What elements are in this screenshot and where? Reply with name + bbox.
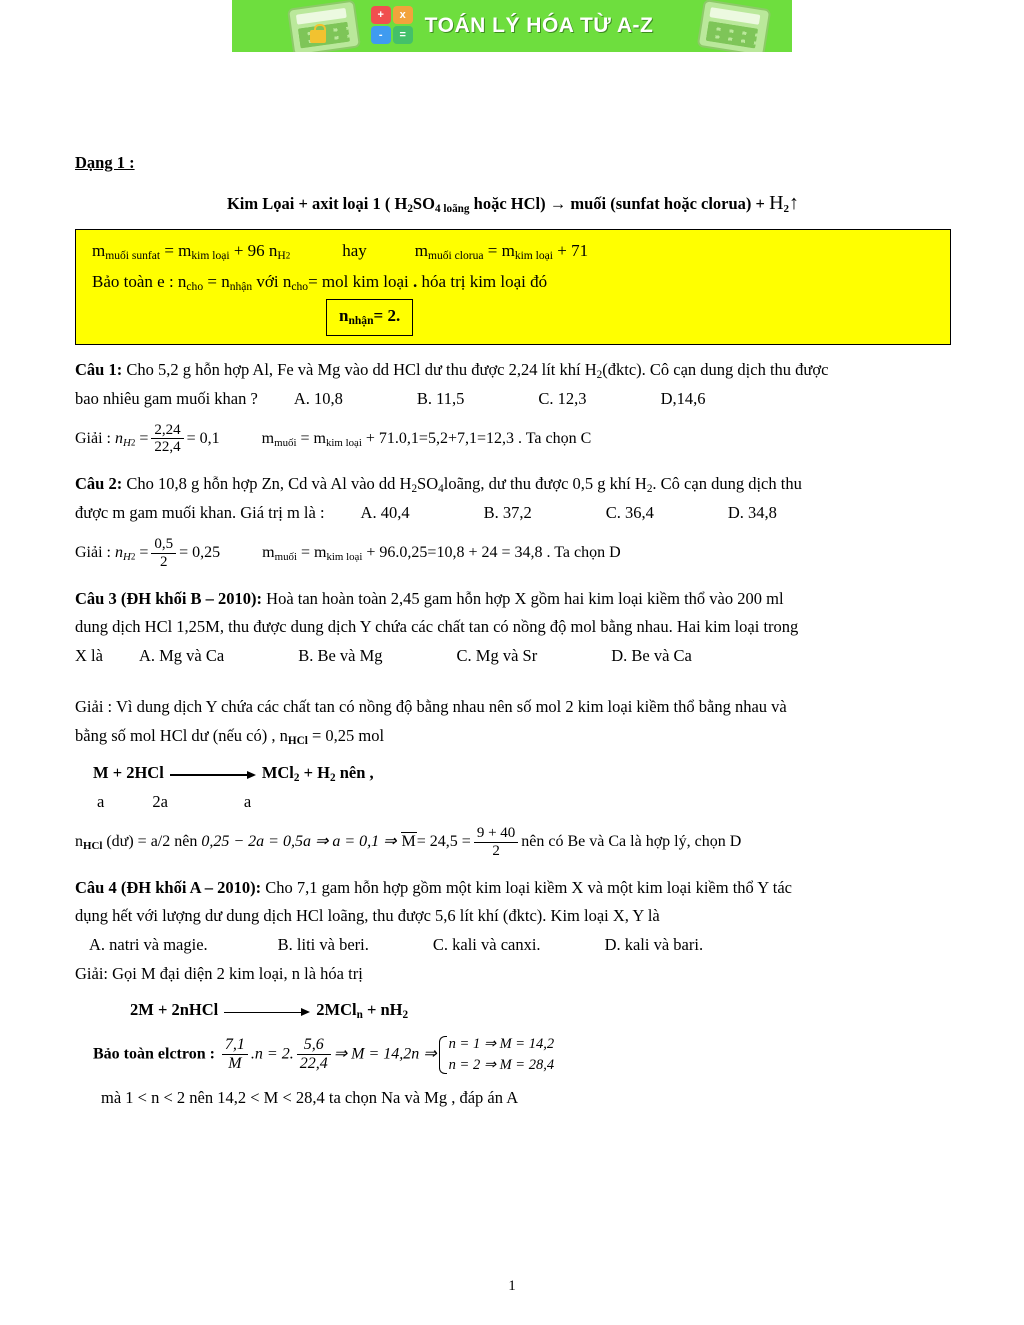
final-3-text: (dư) = a/2 nên <box>102 832 198 850</box>
question-2 <box>75 471 951 498</box>
n-nhan-label: n <box>339 306 349 326</box>
question-3-equation <box>93 760 951 787</box>
m-salt-sulfate: m <box>92 241 106 261</box>
solution-1-n: n <box>115 429 123 447</box>
minus-symbol: - <box>371 26 391 44</box>
headline-part-3: hoặc HCl) → muối (sunfat hoặc clorua) + <box>469 193 770 213</box>
n-cho-sub: cho <box>186 279 204 293</box>
question-4-answer-c: C. kali và canxi. <box>432 935 541 955</box>
question-2-answer-b: B. 37,2 <box>483 503 532 523</box>
section-heading: Dạng 1 : <box>75 153 135 172</box>
solution-3-line1: Vì dung dịch Y chứa các chất tan có nồng độ bằng nhau nên số mol 2 kim loại kiềm thổ bằng nhau và <box>112 696 787 716</box>
question-3-answer-c: C. Mg và Sr <box>456 646 538 666</box>
question-3-final <box>75 825 951 860</box>
question-4-equation <box>130 997 951 1024</box>
equation-3-left: M + 2HCl <box>93 762 164 782</box>
solution-1-m-metal: = m <box>296 429 326 447</box>
question-2-answer-a: A. 40,4 <box>360 503 410 523</box>
formula-line-2 <box>92 267 940 297</box>
question-1-answer-d: D,14,6 <box>660 388 706 408</box>
question-3-line3 <box>75 643 951 670</box>
lock-icon <box>310 30 326 43</box>
fraction-3-denominator: 2 <box>474 842 518 860</box>
conservation-text: Bảo toàn e : n <box>92 271 187 291</box>
question-3-line3-text: X là <box>75 646 103 666</box>
question-3-answer-d: D. Be và Ca <box>611 646 692 666</box>
n-nhan-box <box>326 299 413 335</box>
m-salt-chloride-sub: muối clorua <box>428 249 484 263</box>
question-1-solution: Giải : $n_{H2}$ = $\frac{2,24}{22,4}$ = 0,1 $m_{muối} = m_{kim loại} + 71.0,1=5,2+7,1=12,3$ . Ta chọn C <box>75 421 592 456</box>
question-3-answer-a: A. Mg và Ca <box>138 646 225 666</box>
question-4-answer-b: B. liti và beri. <box>277 935 369 955</box>
question-3-line2-text: dung dịch HCl 1,25M, thu được dung dịch Y chứa các chất tan có nồng độ mol bằng nhau. Hai kim loại trong <box>75 617 799 637</box>
fraction-4b <box>297 1036 331 1073</box>
n-nhan-box-sub: nhận <box>348 314 374 328</box>
question-1-line2 <box>75 386 951 413</box>
question-4-answers <box>75 932 951 959</box>
m-salt-sulfate-sub: muối sunfat <box>105 249 161 263</box>
times-symbol: x <box>393 6 413 24</box>
m-salt-chloride: m <box>414 241 429 261</box>
question-4-line1: Cho 7,1 gam hỗn hợp gồm một kim loại kiềm X và một kim loại kiềm thổ Y tác <box>261 877 792 897</box>
headline-h2: H <box>769 191 784 214</box>
question-4-solution-intro <box>75 961 951 988</box>
n-h-sub: H <box>277 249 286 263</box>
equals-m-metal-2: = m <box>483 241 515 261</box>
equation-4-right-a: 2MCl <box>316 1000 357 1020</box>
headline-part-1: Kim Lọai + axit loại 1 ( H <box>226 193 408 213</box>
question-3-line2 <box>75 614 951 641</box>
headline-h2-sub: 2 <box>783 202 790 215</box>
equation-4-right-sub: n <box>356 1009 363 1022</box>
question-1 <box>75 357 951 384</box>
question-1-answer-a: A. 10,8 <box>293 388 343 408</box>
n-h2-sub: 2 <box>285 250 291 261</box>
fraction-2-numerator: 0,5 <box>154 536 174 553</box>
fraction-3-numerator: 9 + 40 <box>476 824 516 841</box>
solution-1-m-metal-sub: kim loại <box>325 436 362 449</box>
question-1-text-b: (đktc). Cô cạn dung dịch thu được <box>602 359 829 379</box>
question-2-sub-b: 4 <box>438 483 444 496</box>
question-3-coefficients <box>97 789 951 816</box>
question-1-answer-b: B. 11,5 <box>416 388 465 408</box>
solution-4-intro: Giải: Gọi M đại diện 2 kim loại, n là hóa trị <box>75 963 363 983</box>
fraction-4a-numerator: 7,1 <box>224 1036 245 1054</box>
solution-3-label: Giải : <box>75 696 113 716</box>
equation-3-right-a: MCl <box>261 762 294 782</box>
hay-word: hay <box>342 241 367 261</box>
headline-sub-1: 2 <box>407 202 413 215</box>
solution-1-n-sub2: 2 <box>130 437 136 448</box>
solution-2-n-sub: H <box>123 551 131 564</box>
solution-3-line2-b: = 0,25 mol <box>307 725 385 745</box>
question-4-line2-text: dụng hết với lượng dư dung dịch HCl loãng, thu được 5,6 lít khí (đktc). Kim loại X, Y là <box>75 906 660 926</box>
equation-3-right-sub2: 2 <box>330 772 336 785</box>
plus-96n: + 96 n <box>229 241 278 261</box>
n-cho-sub-2: cho <box>291 279 309 293</box>
equation-4-right-sub2: 2 <box>402 1009 409 1022</box>
question-3-answer-b: B. Be và Mg <box>298 646 383 666</box>
page-number: 1 <box>508 1278 516 1294</box>
question-2-sub-a: 2 <box>411 483 418 496</box>
fraction-1 <box>151 422 183 457</box>
question-4-label: Câu 4 (ĐH khối A – 2010): <box>75 877 262 897</box>
fraction-1-denominator: 22,4 <box>151 438 183 456</box>
plus-71: + 71 <box>553 241 589 261</box>
question-2-sub-c: 2 <box>646 483 653 496</box>
highlight-formula-box <box>75 229 951 344</box>
question-2-answer-c: C. 36,4 <box>605 503 654 523</box>
equation-4-left: 2M + 2nHCl <box>130 1000 219 1020</box>
case-2: n = 2 ⇒ M = 28,4 <box>448 1056 555 1073</box>
question-2-text-c: loãng, dư thu được 0,5 g khí H <box>443 474 647 494</box>
electron-balance-mid2: ⇒ M = 14,2n ⇒ <box>333 1045 437 1063</box>
question-1-text-a: Cho 5,2 g hỗn hợp Al, Fe và Mg vào dd HCl dư thu được 2,24 lít khí H <box>122 359 597 379</box>
question-1-answer-c: C. 12,3 <box>538 388 587 408</box>
electron-balance-label: Bảo toàn elctron : <box>93 1045 215 1063</box>
conclusion-4-text: mà 1 < n < 2 nên 14,2 < M < 28,4 ta chọn Na và Mg , đáp án A <box>101 1087 519 1107</box>
site-banner <box>232 0 792 52</box>
solution-1-m-sub: muối <box>274 436 297 449</box>
question-2-text-b: SO <box>417 474 439 494</box>
equation-3-right-sub: 2 <box>293 772 300 785</box>
formula-line-1 <box>92 236 940 266</box>
final-3-M-value: = 24,5 = <box>416 832 471 850</box>
equation-3-right-c: nên , <box>335 762 374 782</box>
solution-2-m-metal: = m <box>296 544 327 562</box>
equals-symbol: = <box>393 26 413 44</box>
headline-part-2: SO <box>412 193 435 213</box>
question-4-conclusion <box>101 1085 951 1112</box>
coefficient-a-2: a <box>243 792 252 812</box>
question-1-sub: 2 <box>596 368 603 381</box>
solution-2-m: m <box>262 544 275 562</box>
reaction-arrow-icon <box>170 769 256 779</box>
question-2-text-a: Cho 10,8 g hỗn hợp Zn, Cd và Al vào dd H <box>122 474 412 494</box>
equals-n-nhan: = n <box>203 271 230 291</box>
n-nhan-value: = 2. <box>373 306 401 326</box>
solution-1-label: Giải : <box>75 429 111 447</box>
question-4 <box>75 875 951 902</box>
question-4-electron-balance <box>93 1034 951 1076</box>
question-4-answer-d: D. kali và bari. <box>604 935 704 955</box>
solution-2-n: n <box>115 544 123 562</box>
banner-title: TOÁN LÝ HÓA TỪ A-Z <box>424 14 654 37</box>
fraction-2-denominator: 2 <box>151 553 176 571</box>
solution-1-value: = 0,1 <box>186 429 220 447</box>
question-2-solution: Giải : $n_{H2}$ = $\frac{0,5}{2}$ = 0,25 $m_{muối} = m_{kim loại} + 96.0,25=10,8 + 24 = 34,8$ . Ta chọn D <box>75 536 621 570</box>
case-1: n = 1 ⇒ M = 14,2 <box>448 1035 555 1052</box>
final-3-n-sub: HCl <box>83 839 103 852</box>
math-symbols-icon <box>371 6 415 46</box>
solution-3-hcl-sub: HCl <box>287 734 308 747</box>
solution-2-m-sub: muối <box>274 551 297 564</box>
question-3-line1: Hoà tan hoàn toàn 2,45 gam hỗn hợp X gồm hai kim loại kiềm thổ vào 200 ml <box>262 588 784 608</box>
topic-formula-heading <box>75 187 951 219</box>
final-3-M-bar: M <box>401 832 416 850</box>
headline-sub-2: 4 loãng <box>434 202 470 215</box>
question-2-label: Câu 2: <box>75 474 123 494</box>
solution-2-n-sub2: 2 <box>130 551 136 562</box>
coefficient-a: a <box>97 792 105 812</box>
plus-symbol: + <box>371 6 391 24</box>
solution-2-value: = 0,25 <box>179 544 221 562</box>
fraction-4a <box>222 1036 248 1073</box>
solution-2-m-metal-sub: kim loại <box>326 551 363 564</box>
up-arrow-icon: ↑ <box>789 191 800 214</box>
question-4-answer-a: A. natri và magie. <box>89 935 208 955</box>
fraction-4b-denominator: 22,4 <box>297 1054 331 1073</box>
equals-m-metal: = m <box>160 241 192 261</box>
solution-3-line2-a: bằng số mol HCl dư (nếu có) , n <box>75 725 288 745</box>
final-3-math: 0,25 − 2a = 0,5a ⇒ a = 0,1 ⇒ <box>201 832 397 850</box>
equation-3-right-b: + H <box>299 762 330 782</box>
question-2-line2-text: được m gam muối khan. Giá trị m là : <box>75 503 325 523</box>
fraction-1-numerator: 2,24 <box>154 421 181 438</box>
voi-n-cho: với n <box>252 271 292 291</box>
n-nhan-sub: nhận <box>229 279 253 293</box>
hoa-tri-text: hóa trị kim loại đó <box>417 271 548 291</box>
question-3-solution-line1 <box>75 694 951 721</box>
solution-1-rest: + 71.0,1=5,2+7,1=12,3 . Ta chọn C <box>361 429 592 447</box>
fraction-4a-denominator: M <box>222 1054 248 1073</box>
question-3-label: Câu 3 (ĐH khối B – 2010): <box>75 588 263 608</box>
fraction-4b-numerator: 5,6 <box>303 1036 324 1054</box>
cases-brace <box>437 1034 554 1076</box>
solution-2-rest: + 96.0,25=10,8 + 24 = 34,8 . Ta chọn D <box>362 544 621 562</box>
question-3 <box>75 586 951 613</box>
solution-1-m: m <box>261 429 275 447</box>
question-1-label: Câu 1: <box>75 359 123 379</box>
calculator-icon-right <box>697 0 772 52</box>
reaction-arrow-icon-2 <box>224 1007 310 1017</box>
question-3-solution-line2 <box>75 723 951 750</box>
question-2-text-d: . Cô cạn dung dịch thu <box>652 474 802 494</box>
solution-1-n-sub: H <box>123 436 131 449</box>
question-2-line2 <box>75 500 951 527</box>
mol-kim-loai: = mol kim loại <box>308 271 414 291</box>
question-1-line2-text: bao nhiêu gam muối khan ? <box>75 388 258 408</box>
m-metal-sub: kim loại <box>191 249 230 263</box>
m-metal-sub-2: kim loại <box>514 249 553 263</box>
final-3-n: n <box>75 832 83 850</box>
equation-4-right-b: + nH <box>362 1000 403 1020</box>
coefficient-2a: 2a <box>152 792 168 812</box>
question-4-line2 <box>75 903 951 930</box>
dot-operator: . <box>413 271 418 291</box>
question-2-answer-d: D. 34,8 <box>727 503 777 523</box>
solution-2-label: Giải : <box>75 544 111 562</box>
fraction-3 <box>474 825 518 860</box>
document-content <box>75 150 951 1114</box>
fraction-2 <box>151 536 176 571</box>
final-3-conclusion: nên có Be và Ca là hợp lý, chọn D <box>521 832 742 850</box>
electron-balance-mid1: .n = 2. <box>250 1045 294 1063</box>
